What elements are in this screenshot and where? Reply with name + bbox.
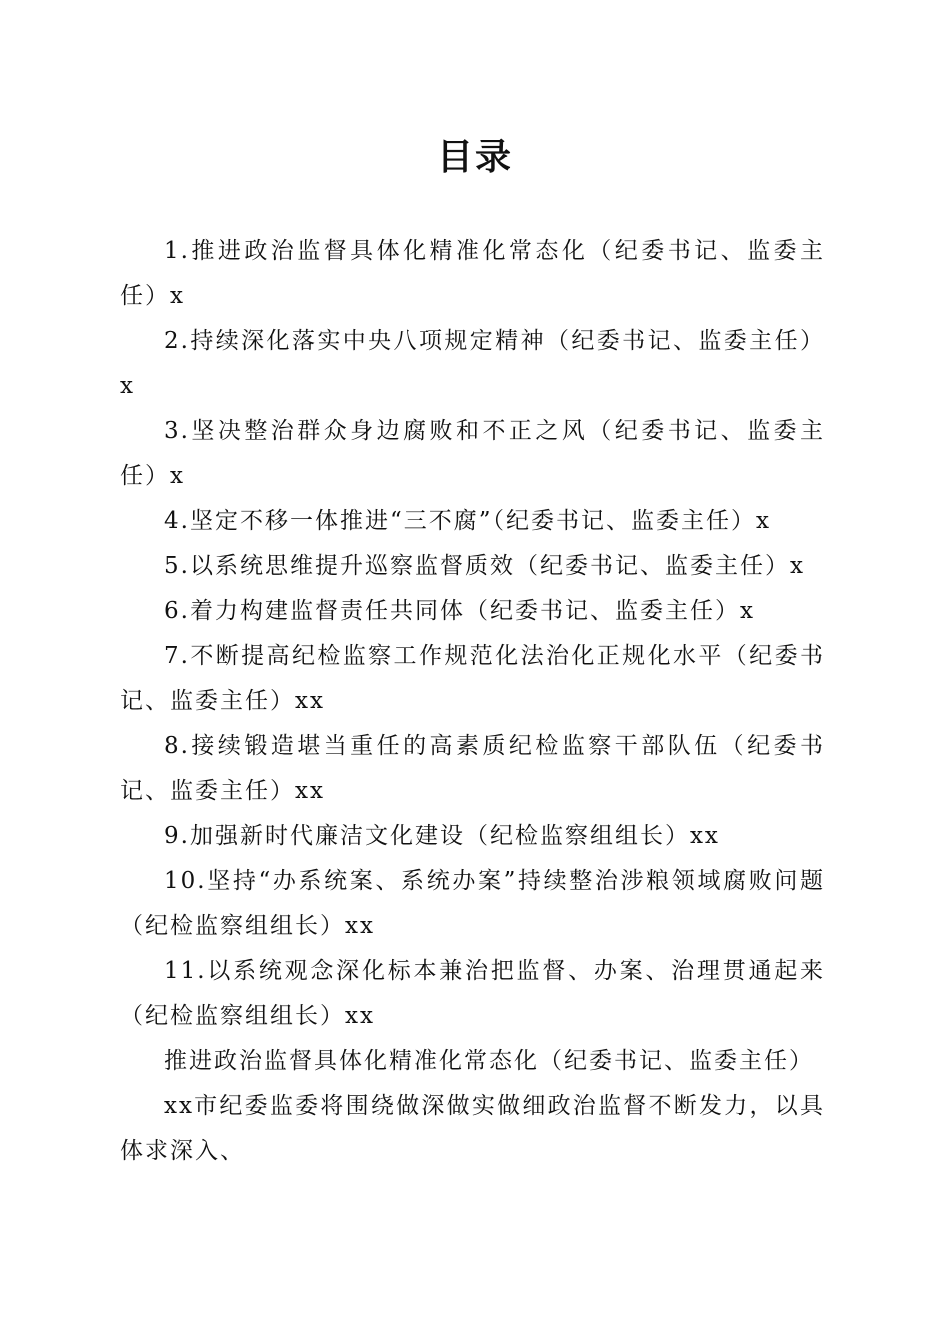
- toc-entry-4: 4.坚定不移一体推进“三不腐”（纪委书记、监委主任）x: [164, 508, 771, 534]
- document-body: [120, 229, 825, 1174]
- toc-entry-1: 1.推进政治监督具体化精准化常态化（纪委书记、监委主任）x: [120, 238, 825, 309]
- toc-entry-6: 6.着力构建监督责任共同体（纪委书记、监委主任）x: [164, 598, 755, 624]
- body-paragraph: xx市纪委监委将围绕做深做实做细政治监督不断发力，以具体求深入、: [120, 1093, 825, 1164]
- toc-entry-8: 8.接续锻造堪当重任的高素质纪检监察干部队伍（纪委书记、监委主任）xx: [120, 733, 825, 804]
- toc-entry-11: 11.以系统观念深化标本兼治把监督、办案、治理贯通起来（纪检监察组组长）xx: [120, 958, 825, 1029]
- toc-entry-7: 7.不断提高纪检监察工作规范化法治化正规化水平（纪委书记、监委主任）xx: [120, 643, 825, 714]
- toc-entry-9: 9.加强新时代廉洁文化建设（纪检监察组组长）xx: [164, 823, 720, 849]
- section-heading: 推进政治监督具体化精准化常态化（纪委书记、监委主任）: [164, 1048, 814, 1074]
- toc-entry-5: 5.以系统思维提升巡察监督质效（纪委书记、监委主任）x: [164, 553, 805, 579]
- toc-entry-10: 10.坚持“办系统案、系统办案”持续整治涉粮领域腐败问题（纪检监察组组长）xx: [120, 868, 825, 939]
- toc-entry-2: 2.持续深化落实中央八项规定精神（纪委书记、监委主任）x: [120, 328, 825, 399]
- toc-entry-3: 3.坚决整治群众身边腐败和不正之风（纪委书记、监委主任）x: [120, 418, 825, 489]
- page-title: 目录: [436, 136, 513, 178]
